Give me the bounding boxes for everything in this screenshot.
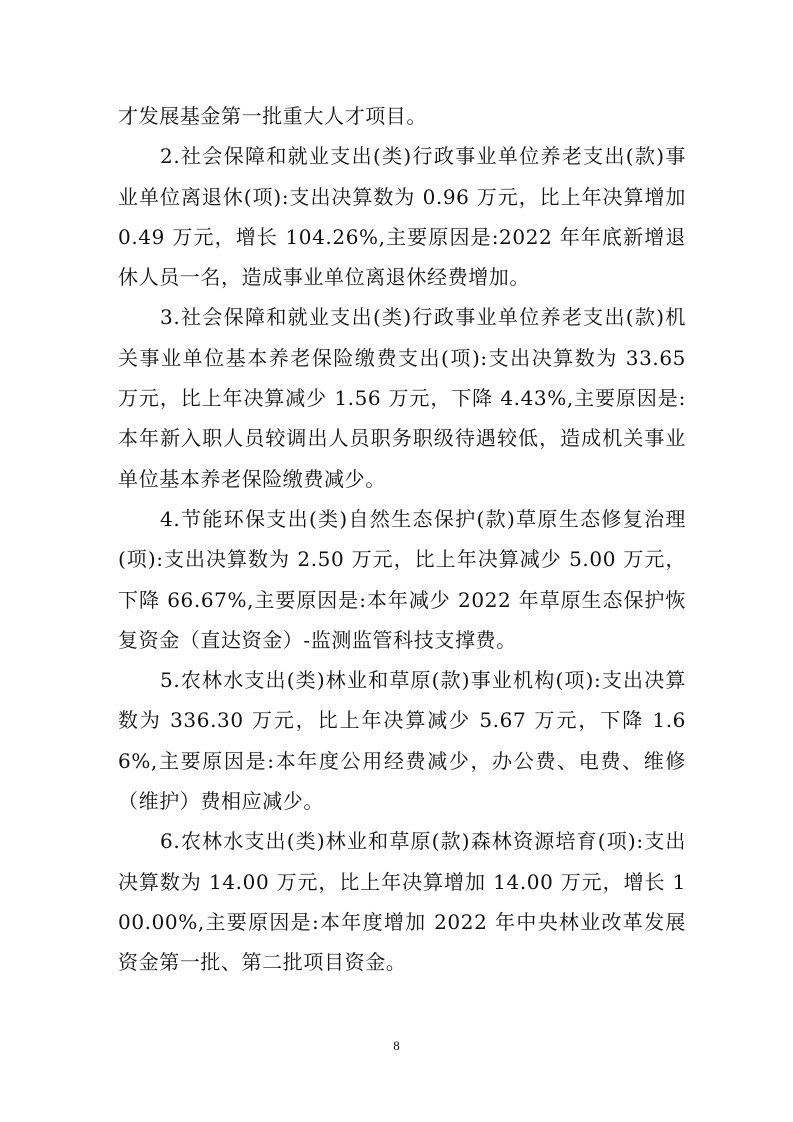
paragraph-item-4: 4.节能环保支出(类)自然生态保护(款)草原生态修复治理(项):支出决算数为 2.50 万元，比上年决算减少 5.00 万元，下降 66.67%,主要原因是:本年减少 2022 年草原生态保护恢复资金（直达资金）-监测监管科技支撑费。	[118, 506, 686, 652]
document-body	[118, 96, 686, 983]
paragraph-continuation: 才发展基金第一批重大人才项目。	[118, 104, 427, 128]
paragraph-item-5: 5.农林水支出(类)林业和草原(款)事业机构(项):支出决算数为 336.30 万元，比上年决算减少 5.67 万元，下降 1.66%,主要原因是:本年度公用经费减少，办公费、电费、维修（维护）费相应减少。	[118, 668, 686, 814]
page-number: 8	[393, 1038, 400, 1053]
paragraph-item-6: 6.农林水支出(类)林业和草原(款)森林资源培育(项):支出决算数为 14.00 万元，比上年决算增加 14.00 万元，增长 100.00%,主要原因是:本年度增加 2022 年中央林业改革发展资金第一批、第二批项目资金。	[118, 829, 686, 975]
paragraph-item-2: 2.社会保障和就业支出(类)行政事业单位养老支出(款)事业单位离退休(项):支出决算数为 0.96 万元，比上年决算增加 0.49 万元，增长 104.26%,主要原因是:2022 年年底新增退休人员一名，造成事业单位离退休经费增加。	[118, 144, 686, 290]
paragraph-item-3: 3.社会保障和就业支出(类)行政事业单位养老支出(款)机关事业单位基本养老保险缴费支出(项):支出决算数为 33.65 万元，比上年决算减少 1.56 万元，下降 4.43%,主要原因是:本年新入职人员较调出人员职务职级待遇较低，造成机关事业单位基本养老保险缴费减少。	[118, 305, 686, 491]
